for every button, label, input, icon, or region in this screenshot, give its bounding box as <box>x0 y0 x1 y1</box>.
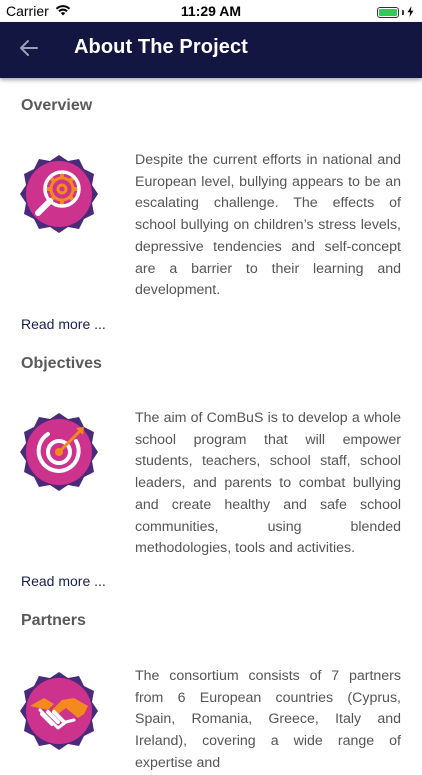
partners-text: The consortium consists of 7 partners from 6 European countries (Cyprus, Spain, Romania, Greece, Italy and Ireland), covering a wide range of expertise and <box>135 668 401 771</box>
target-icon <box>18 411 100 493</box>
page-title: About The Project <box>74 36 248 58</box>
battery-icon <box>377 7 399 18</box>
app-header <box>0 22 422 78</box>
overview-read-more-link[interactable]: Read more ... <box>21 316 106 332</box>
clock: 11:29 AM <box>180 3 242 19</box>
handshake-icon <box>18 670 100 752</box>
status-right <box>377 4 414 20</box>
section-title-partners: Partners <box>21 612 86 629</box>
battery-cap <box>402 10 404 15</box>
back-button[interactable] <box>14 36 42 64</box>
overview-text: Despite the current efforts in national and European level, bullying appears to be an escalating challenge. The effects of school bullying on children’s stress levels, depressive tendencies and self-concept are a barrier to their learning and development. <box>135 152 401 299</box>
objectives-read-more-link[interactable]: Read more ... <box>21 573 106 589</box>
gear-magnifier-icon <box>18 153 100 235</box>
objectives-text: The aim of ComBuS is to develop a whole school program that will empower students, teachers, school staff, school leaders, and parents to combat bullying and create healthy and safe school communities, using blended methodologies, tools and activities. <box>135 410 401 557</box>
charging-bolt-icon <box>407 4 414 20</box>
section-title-overview: Overview <box>21 97 93 114</box>
status-bar <box>0 0 422 22</box>
back-arrow-icon <box>18 39 38 62</box>
battery-level <box>379 9 397 16</box>
carrier-label: Carrier <box>6 3 49 19</box>
section-title-objectives: Objectives <box>21 355 102 372</box>
